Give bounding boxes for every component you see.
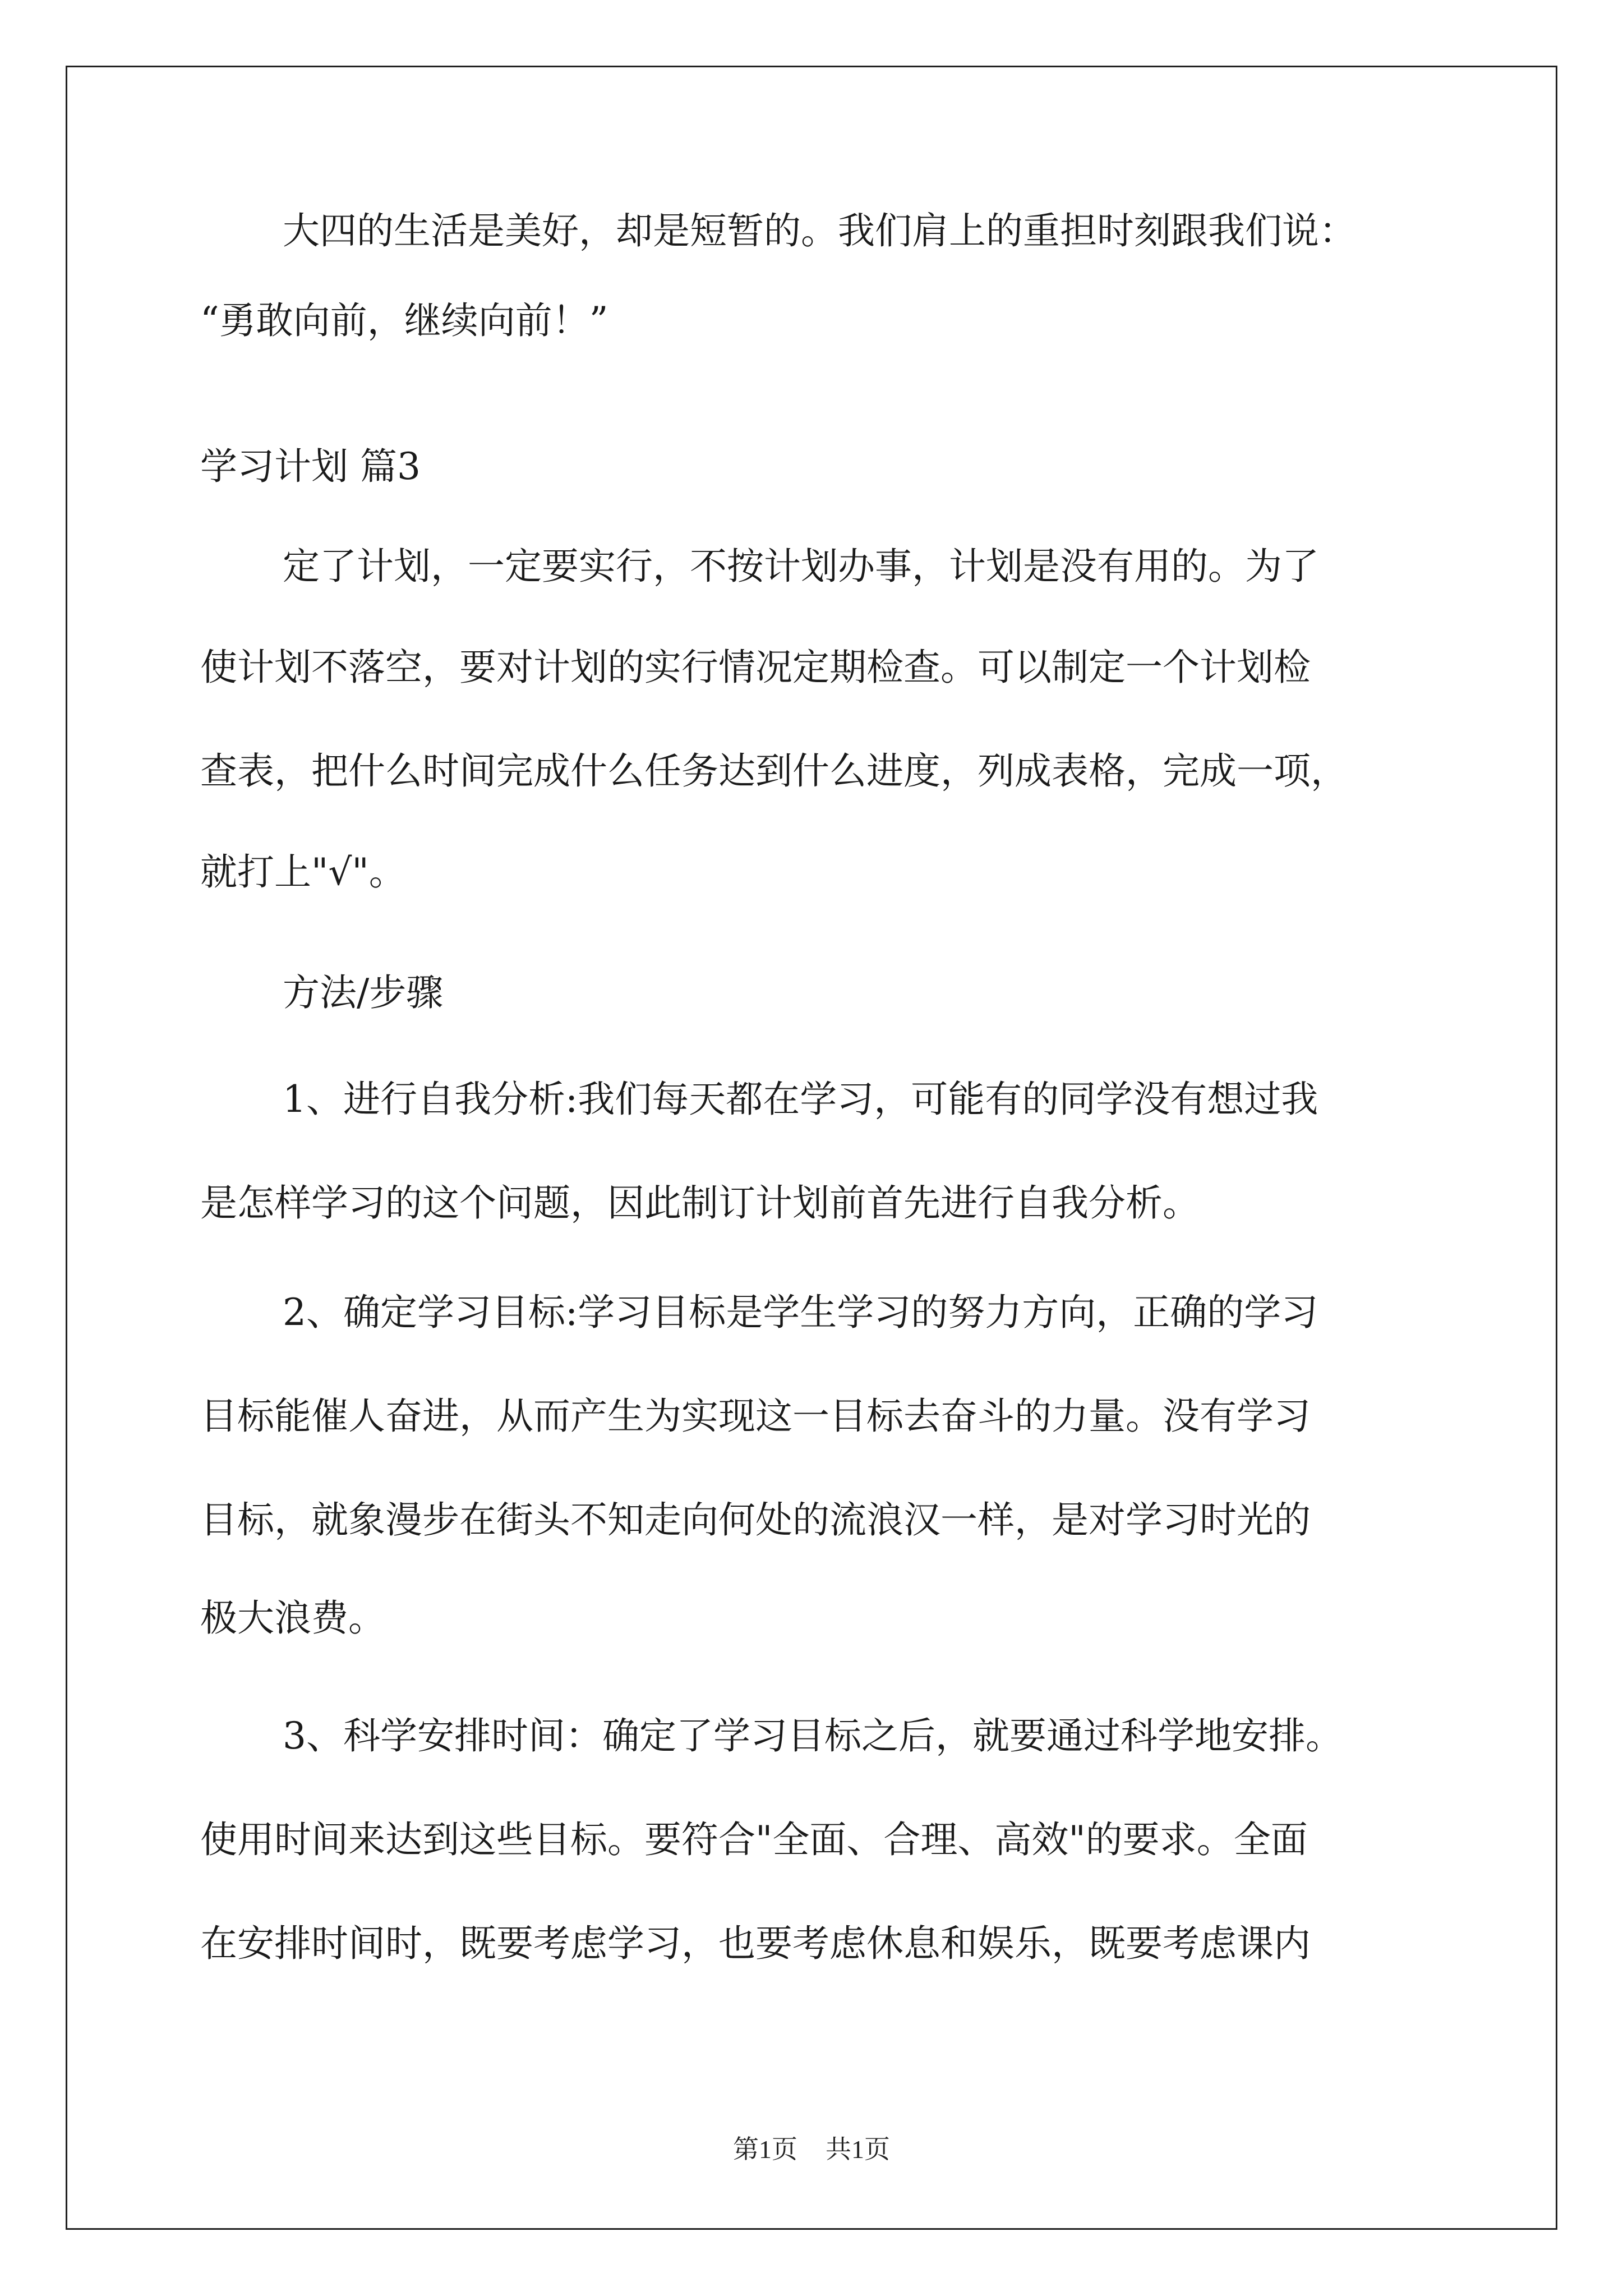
text-line: 大四的生活是美好，却是短暂的。我们肩上的重担时刻跟我们说：: [283, 209, 1356, 252]
subheading: 方法/步骤: [283, 971, 444, 1014]
text-line: 使用时间来达到这些目标。要符合"全面、合理、高效"的要求。全面: [200, 1818, 1308, 1861]
text-line: 目标能催人奋进，从而产生为实现这一目标去奋斗的力量。没有学习: [200, 1395, 1311, 1438]
text-line: 极大浪费。: [200, 1596, 385, 1640]
page-number: 第1页: [733, 2135, 797, 2164]
text-line: “勇敢向前，继续向前！”: [200, 299, 608, 342]
text-line: 就打上"√"。: [200, 850, 406, 894]
text-line: 查表，把什么时间完成什么任务达到什么进度，列成表格，完成一项，: [200, 749, 1348, 793]
text-line: 3、科学安排时间：确定了学习目标之后，就要通过科学地安排。: [283, 1714, 1343, 1757]
text-line: 目标，就象漫步在街头不知走向何处的流浪汉一样，是对学习时光的: [200, 1498, 1311, 1542]
page-footer: [0, 2133, 1623, 2166]
section-heading: 学习计划 篇3: [200, 445, 421, 488]
text-line: 使计划不落空，要对计划的实行情况定期检查。可以制定一个计划检: [200, 646, 1311, 689]
text-line: 1、进行自我分析:我们每天都在学习，可能有的同学没有想过我: [283, 1078, 1318, 1121]
page-total: 共1页: [826, 2135, 890, 2164]
page-border: [66, 66, 1557, 2230]
text-line: 定了计划，一定要实行，不按计划办事，计划是没有用的。为了: [283, 545, 1319, 588]
text-line: 是怎样学习的这个问题，因此制订计划前首先进行自我分析。: [200, 1181, 1200, 1225]
text-line: 2、确定学习目标:学习目标是学生学习的努力方向，正确的学习: [283, 1291, 1318, 1334]
text-line: 在安排时间时，既要考虑学习，也要考虑休息和娱乐，既要考虑课内: [200, 1922, 1311, 1965]
